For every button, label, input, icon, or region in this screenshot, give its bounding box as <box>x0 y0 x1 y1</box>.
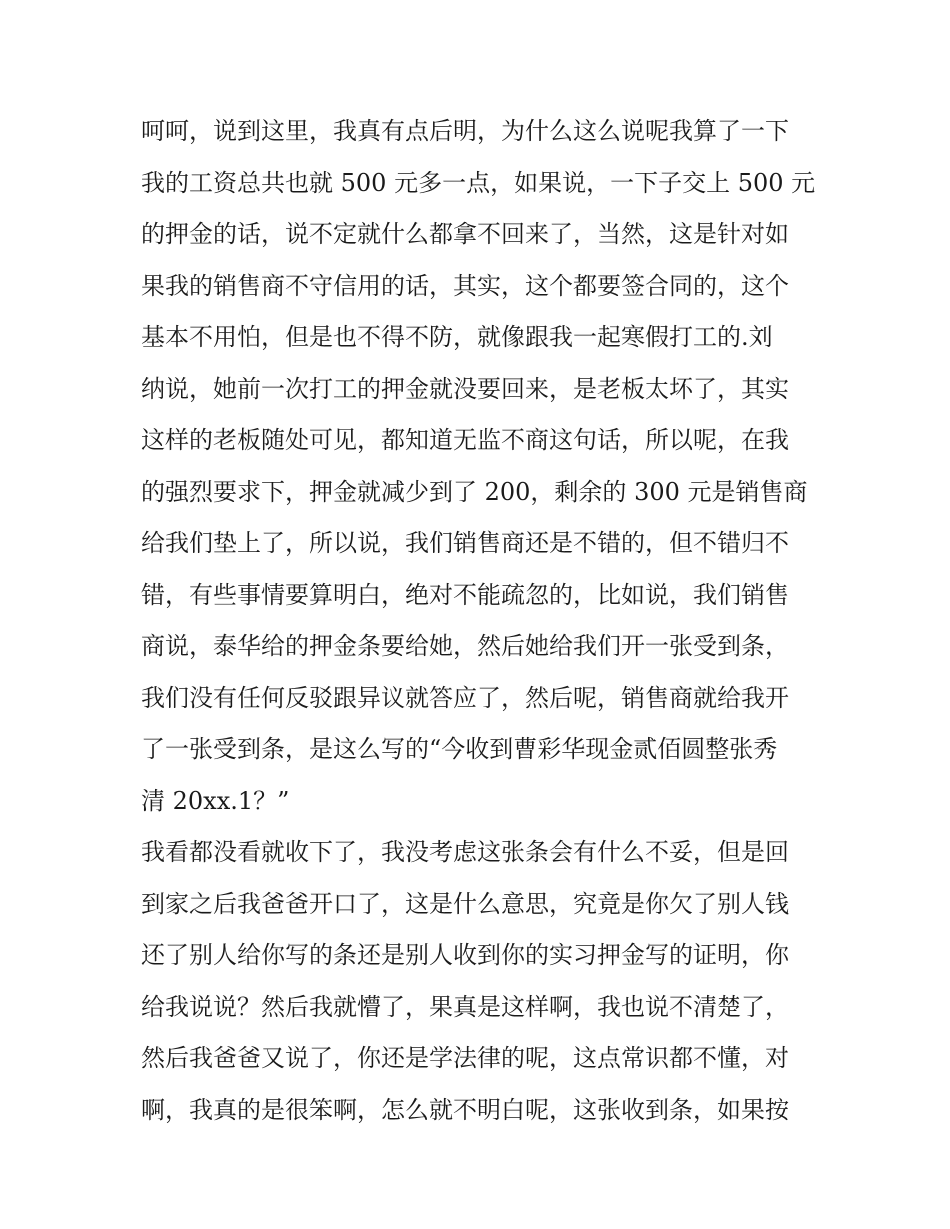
text-line: 纳说，她前一次打工的押金就没要回来，是老板太坏了，其实 <box>141 374 789 403</box>
text-line: 了一张受到条，是这么写的“今收到曹彩华现金贰佰圆整张秀 <box>141 735 778 763</box>
text-line: 果我的销售商不守信用的话，其实，这个都要签合同的，这个 <box>141 271 789 300</box>
text-line: 的强烈要求下，押金就减少到了 200，剩余的 300 元是销售商 <box>141 477 808 506</box>
text-line: 清 20xx.1？” <box>141 786 290 815</box>
text-line: 的押金的话，说不定就什么都拿不回来了，当然，这是针对如 <box>141 220 789 248</box>
text-line: 这样的老板随处可见，都知道无监不商这句话，所以呢，在我 <box>141 426 789 454</box>
text-line: 到家之后我爸爸开口了，这是什么意思，究竟是你欠了别人钱 <box>141 889 789 918</box>
text-line: 啊，我真的是很笨啊，怎么就不明白呢，这张收到条，如果按 <box>141 1095 789 1124</box>
text-line: 给我说说？然后我就懵了，果真是这样啊，我也说不清楚了， <box>141 992 789 1021</box>
text-line: 呵呵，说到这里，我真有点后明，为什么这么说呢我算了一下 <box>141 117 789 145</box>
text-line: 还了别人给你写的条还是别人收到你的实习押金写的证明，你 <box>141 941 789 969</box>
text-line: 我们没有任何反驳跟异议就答应了，然后呢，销售商就给我开 <box>141 683 789 712</box>
text-line: 给我们垫上了，所以说，我们销售商还是不错的，但不错归不 <box>141 529 789 557</box>
text-line: 基本不用怕，但是也不得不防，就像跟我一起寒假打工的.刘 <box>141 323 773 351</box>
text-line: 我看都没看就收下了，我没考虑这张条会有什么不妥，但是回 <box>141 838 789 866</box>
text-line: 我的工资总共也就 500 元多一点，如果说，一下子交上 500 元 <box>141 168 816 197</box>
text-line: 商说，泰华给的押金条要给她，然后她给我们开一张受到条， <box>141 632 789 660</box>
text-line: 错，有些事情要算明白，绝对不能疏忽的，比如说，我们销售 <box>141 580 789 609</box>
text-line: 然后我爸爸又说了，你还是学法律的呢，这点常识都不懂，对 <box>141 1044 789 1072</box>
body-text <box>141 106 821 1136</box>
